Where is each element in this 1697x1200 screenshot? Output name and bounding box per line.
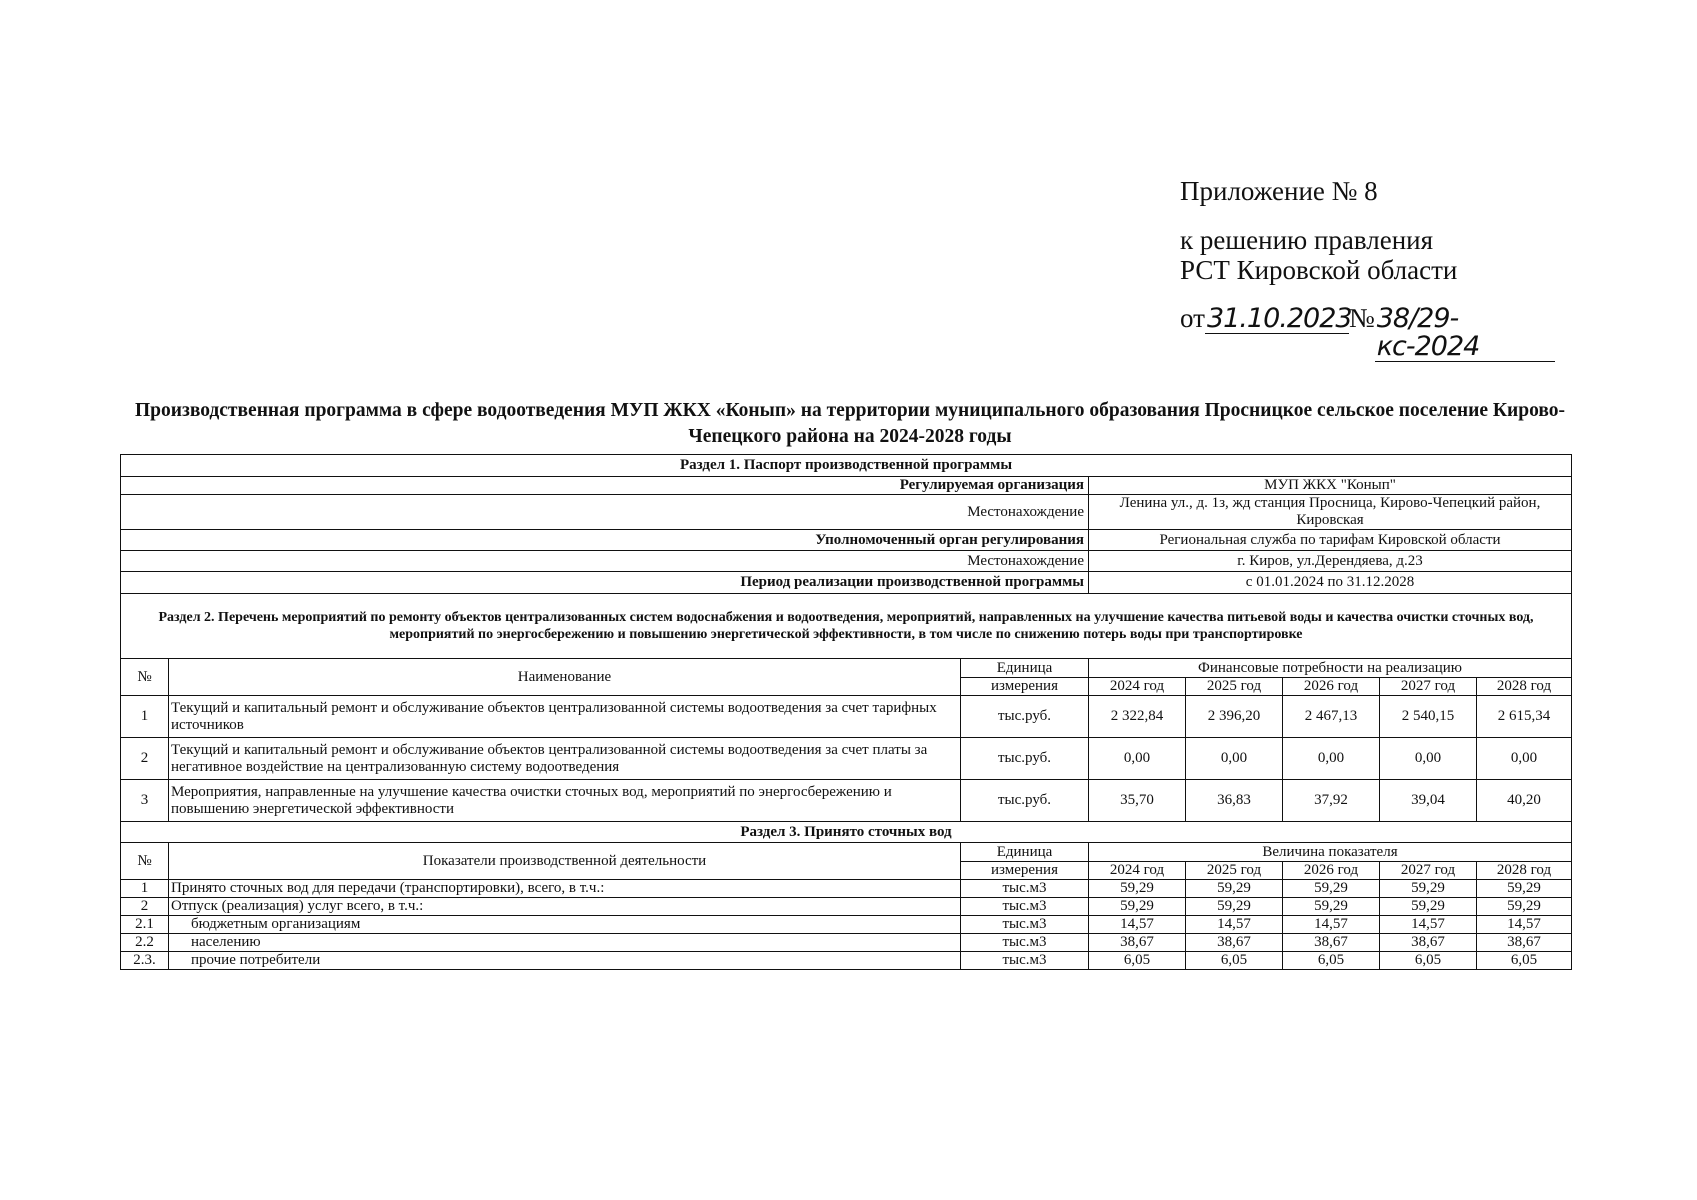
table-row <box>121 738 1572 780</box>
number-label: № <box>1348 303 1375 333</box>
table-row <box>121 594 1572 659</box>
row-value: 59,29 <box>1477 898 1572 916</box>
row-value: 2 540,15 <box>1380 696 1477 738</box>
year-header: 2025 год <box>1186 862 1283 880</box>
row-unit: тыс.м3 <box>961 880 1089 898</box>
col-name-header: Показатели производственной деятельности <box>169 843 961 880</box>
row-value: 6,05 <box>1477 952 1572 970</box>
row-name: Отпуск (реализация) услуг всего, в т.ч.: <box>169 898 961 916</box>
table-row <box>121 572 1572 594</box>
production-program-table <box>120 454 1572 970</box>
decision-reference <box>1180 303 1555 362</box>
table-row <box>121 934 1572 952</box>
table-row <box>121 916 1572 934</box>
row-value: 59,29 <box>1380 880 1477 898</box>
appendix-title: Приложение № 8 <box>1180 176 1378 206</box>
table-row <box>121 551 1572 572</box>
year-header: 2026 год <box>1283 862 1380 880</box>
row-value: 59,29 <box>1089 898 1186 916</box>
decision-date: 31.10.2023 <box>1206 303 1352 334</box>
col-unit-header: измерения <box>961 862 1089 880</box>
col-unit-header: Единица <box>961 659 1089 678</box>
row-value: 6,05 <box>1089 952 1186 970</box>
appendix-block <box>1180 176 1555 362</box>
table-row <box>121 843 1572 862</box>
row-value: 2 396,20 <box>1186 696 1283 738</box>
row-value: 38,67 <box>1283 934 1380 952</box>
col-unit-header: Единица <box>961 843 1089 862</box>
row-unit: тыс.руб. <box>961 738 1089 780</box>
passport-value: Ленина ул., д. 1з, жд станция Просница, Кирово-Чепецкий район, Кировская <box>1089 495 1572 530</box>
document-title: Производственная программа в сфере водоотведения МУП ЖКХ «Конып» на территории муниципального образования Просницкое сельское поселение Кирово-Чепецкого района на 2024-2028 годы <box>134 400 1565 447</box>
row-value: 14,57 <box>1089 916 1186 934</box>
row-value: 14,57 <box>1380 916 1477 934</box>
row-value: 6,05 <box>1283 952 1380 970</box>
row-unit: тыс.м3 <box>961 916 1089 934</box>
row-value: 14,57 <box>1186 916 1283 934</box>
passport-label: Уполномоченный орган регулирования <box>121 530 1089 551</box>
row-value: 59,29 <box>1186 898 1283 916</box>
row-value: 14,57 <box>1477 916 1572 934</box>
year-header: 2027 год <box>1380 862 1477 880</box>
row-name: Текущий и капитальный ремонт и обслуживание объектов централизованной системы водоотведения за счет платы за негативное воздействие на централизованную систему водоотведения <box>169 738 961 780</box>
col-unit-header: измерения <box>961 678 1089 696</box>
row-name: Текущий и капитальный ремонт и обслуживание объектов централизованной системы водоотведения за счет тарифных источников <box>169 696 961 738</box>
year-header: 2024 год <box>1089 678 1186 696</box>
row-value: 6,05 <box>1380 952 1477 970</box>
decision-number: 38/29-кс-2024 <box>1375 305 1555 362</box>
row-unit: тыс.м3 <box>961 898 1089 916</box>
col-num-header: № <box>121 659 169 696</box>
table-row <box>121 696 1572 738</box>
row-value: 38,67 <box>1477 934 1572 952</box>
row-name: населению <box>169 934 961 952</box>
row-value: 0,00 <box>1283 738 1380 780</box>
row-num: 1 <box>121 880 169 898</box>
row-name: Принято сточных вод для передачи (транспортировки), всего, в т.ч.: <box>169 880 961 898</box>
row-value: 2 615,34 <box>1477 696 1572 738</box>
row-name: прочие потребители <box>169 952 961 970</box>
row-value: 2 322,84 <box>1089 696 1186 738</box>
row-num: 2 <box>121 898 169 916</box>
passport-label: Местонахождение <box>121 551 1089 572</box>
row-num: 2.1 <box>121 916 169 934</box>
row-value: 39,04 <box>1380 780 1477 822</box>
row-name: Мероприятия, направленные на улучшение качества очистки сточных вод, мероприятий по энергосбережению и повышению энергетической эффективности <box>169 780 961 822</box>
row-unit: тыс.руб. <box>961 696 1089 738</box>
row-value: 59,29 <box>1283 898 1380 916</box>
row-unit: тыс.м3 <box>961 952 1089 970</box>
row-unit: тыс.руб. <box>961 780 1089 822</box>
row-value: 59,29 <box>1477 880 1572 898</box>
table-row <box>121 530 1572 551</box>
col-name-header: Наименование <box>169 659 961 696</box>
year-header: 2028 год <box>1477 678 1572 696</box>
row-value: 38,67 <box>1186 934 1283 952</box>
row-value: 36,83 <box>1186 780 1283 822</box>
row-name: бюджетным организациям <box>169 916 961 934</box>
passport-value: Региональная служба по тарифам Кировской области <box>1089 530 1572 551</box>
row-value: 59,29 <box>1089 880 1186 898</box>
col-group-header: Финансовые потребности на реализацию <box>1089 659 1572 678</box>
row-num: 2.3. <box>121 952 169 970</box>
row-value: 40,20 <box>1477 780 1572 822</box>
row-value: 59,29 <box>1283 880 1380 898</box>
table-row <box>121 898 1572 916</box>
table-row <box>121 822 1572 843</box>
section-3-header: Раздел 3. Принято сточных вод <box>121 822 1572 843</box>
table-row <box>121 659 1572 678</box>
year-header: 2024 год <box>1089 862 1186 880</box>
row-value: 0,00 <box>1089 738 1186 780</box>
row-value: 38,67 <box>1089 934 1186 952</box>
passport-value: МУП ЖКХ "Конып" <box>1089 477 1572 495</box>
row-num: 1 <box>121 696 169 738</box>
section-1-header: Раздел 1. Паспорт производственной программы <box>121 455 1572 477</box>
row-value: 37,92 <box>1283 780 1380 822</box>
passport-label: Период реализации производственной программы <box>121 572 1089 594</box>
row-num: 3 <box>121 780 169 822</box>
year-header: 2025 год <box>1186 678 1283 696</box>
passport-label: Регулируемая организация <box>121 477 1089 495</box>
year-header: 2026 год <box>1283 678 1380 696</box>
table-row <box>121 880 1572 898</box>
row-value: 59,29 <box>1186 880 1283 898</box>
from-label: от <box>1180 303 1205 333</box>
appendix-line-2: РСТ Кировской области <box>1180 255 1458 285</box>
row-value: 35,70 <box>1089 780 1186 822</box>
passport-value: г. Киров, ул.Дерендяева, д.23 <box>1089 551 1572 572</box>
col-group-header: Величина показателя <box>1089 843 1572 862</box>
row-value: 14,57 <box>1283 916 1380 934</box>
table-row <box>121 477 1572 495</box>
table-row <box>121 495 1572 530</box>
row-value: 0,00 <box>1380 738 1477 780</box>
year-header: 2028 год <box>1477 862 1572 880</box>
row-value: 38,67 <box>1380 934 1477 952</box>
row-unit: тыс.м3 <box>961 934 1089 952</box>
appendix-line-1: к решению правления <box>1180 225 1434 255</box>
row-value: 59,29 <box>1380 898 1477 916</box>
row-value: 2 467,13 <box>1283 696 1380 738</box>
row-value: 0,00 <box>1186 738 1283 780</box>
col-num-header: № <box>121 843 169 880</box>
year-header: 2027 год <box>1380 678 1477 696</box>
table-row <box>121 952 1572 970</box>
row-num: 2 <box>121 738 169 780</box>
table-row <box>121 780 1572 822</box>
passport-value: с 01.01.2024 по 31.12.2028 <box>1089 572 1572 594</box>
row-value: 6,05 <box>1186 952 1283 970</box>
row-value: 0,00 <box>1477 738 1572 780</box>
table-row <box>121 455 1572 477</box>
row-num: 2.2 <box>121 934 169 952</box>
section-2-header: Раздел 2. Перечень мероприятий по ремонту объектов централизованных систем водоснабжения и водоотведения, мероприятий, направленных на улучшение качества питьевой воды и качества очистки сточных вод, мероприятий по энергосбережению и повышению энергетической эффективности, в том числе по снижению потерь воды при транспортировке <box>121 594 1572 659</box>
passport-label: Местонахождение <box>121 495 1089 530</box>
